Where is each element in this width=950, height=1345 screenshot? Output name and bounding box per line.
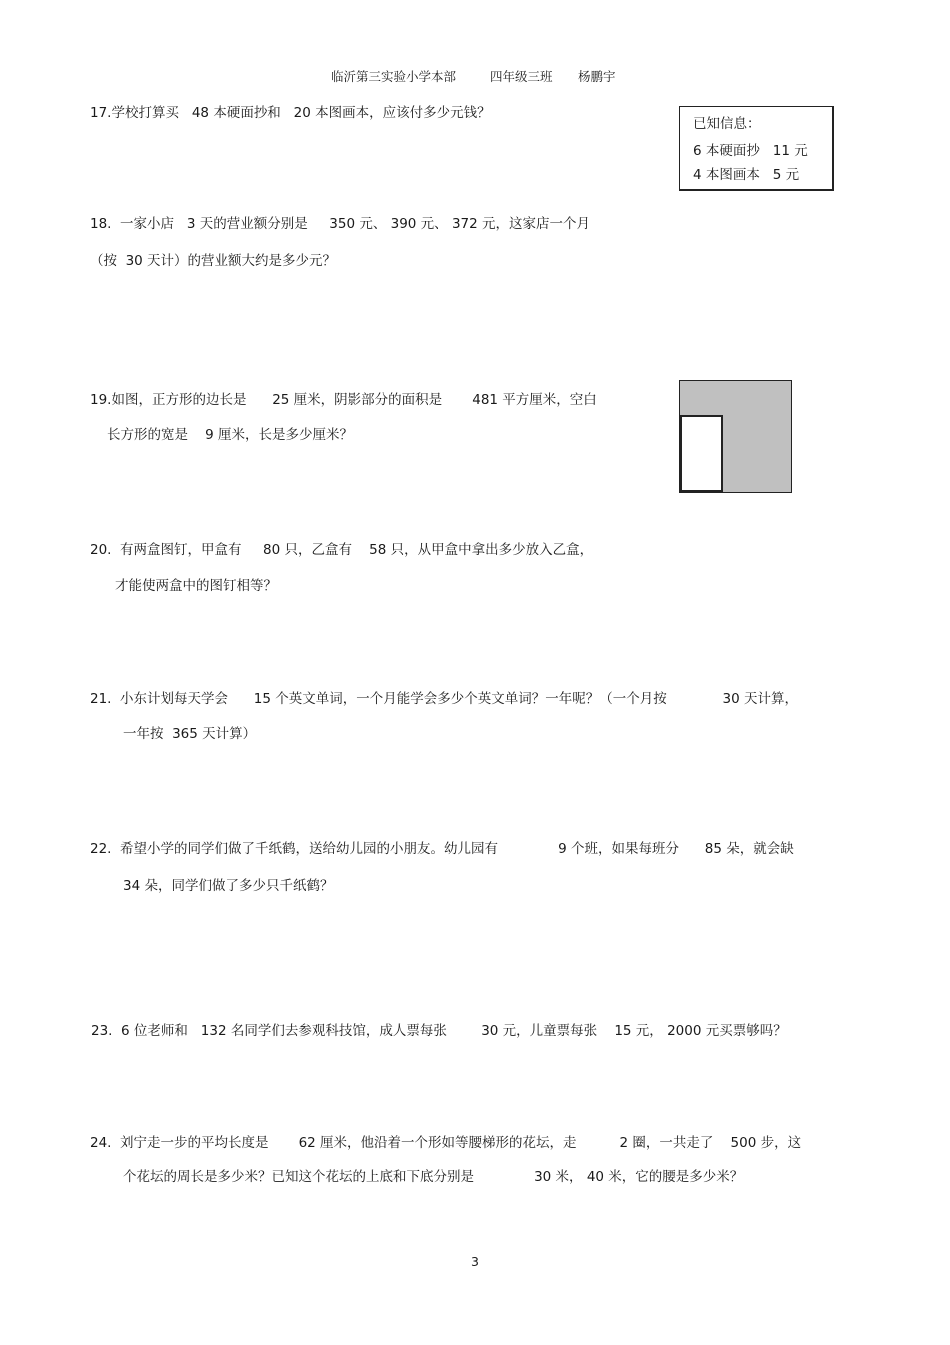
problem-17-line-1: 17.学校打算买 48 本硬面抄和 20 本图画本，应该付多少元钱？: [90, 105, 491, 121]
problem-20-line-1: 20. 有两盒图钉，甲盒有 80 只，乙盒有 58 只，从甲盒中拿出多少放入乙盒，: [90, 542, 594, 558]
problem-19-line-2: 长方形的宽是 9 厘米，长是多少厘米？: [107, 427, 354, 443]
problem-23-line-1: 23. 6 位老师和 132 名同学们去参观科技馆，成人票每张 30 元，儿童票每张 15 元， 2000 元买票够吗？: [91, 1023, 787, 1039]
problem-20-line-2: 才能使两盒中的图钉相等？: [115, 578, 277, 594]
problem-18-line-1: 18. 一家小店 3 天的营业额分别是 350 元、 390 元、 372 元，这家店一个月: [90, 216, 591, 232]
header-school: 临沂第三实验小学本部: [331, 69, 457, 84]
problem-21-line-2: 一年按 365 天计算）: [123, 726, 257, 742]
problem-19-line-1: 19.如图，正方形的边长是 25 厘米，阴影部分的面积是 481 平方厘米，空白: [90, 392, 597, 408]
known-info-title: 已知信息：: [693, 116, 761, 132]
problem-22-line-1: 22. 希望小学的同学们做了千纸鹤，送给幼儿园的小朋友。幼儿园有 9 个班，如果每班分 85 朵，就会缺: [90, 841, 794, 857]
known-info-row-2: 4 本图画本 5 元: [693, 167, 800, 183]
problem-24-line-1: 24. 刘宁走一步的平均长度是 62 厘米，他沿着一个形如等腰梯形的花坛，走 2 圈，一共走了 500 步，这: [90, 1135, 802, 1151]
page-number: 3: [471, 1254, 479, 1269]
blank-rectangle: [680, 415, 723, 492]
known-info-row-1: 6 本硬面抄 11 元: [693, 143, 808, 159]
problem-22-line-2: 34 朵，同学们做了多少只千纸鹤？: [123, 878, 334, 894]
square-figure: [679, 380, 792, 493]
header-author: 杨鹏宇: [578, 69, 616, 84]
problem-21-line-1: 21. 小东计划每天学会 15 个英文单词，一个月能学会多少个英文单词？一年呢？（一个月按 30 天计算，: [90, 691, 799, 707]
problem-24-line-2: 个花坛的周长是多少米？已知这个花坛的上底和下底分别是 30 米， 40 米，它的腰是多少米？: [123, 1169, 744, 1185]
known-info-box: [679, 106, 834, 191]
header-class: 四年级三班: [490, 69, 553, 84]
problem-18-line-2: （按 30 天计）的营业额大约是多少元？: [90, 253, 337, 269]
